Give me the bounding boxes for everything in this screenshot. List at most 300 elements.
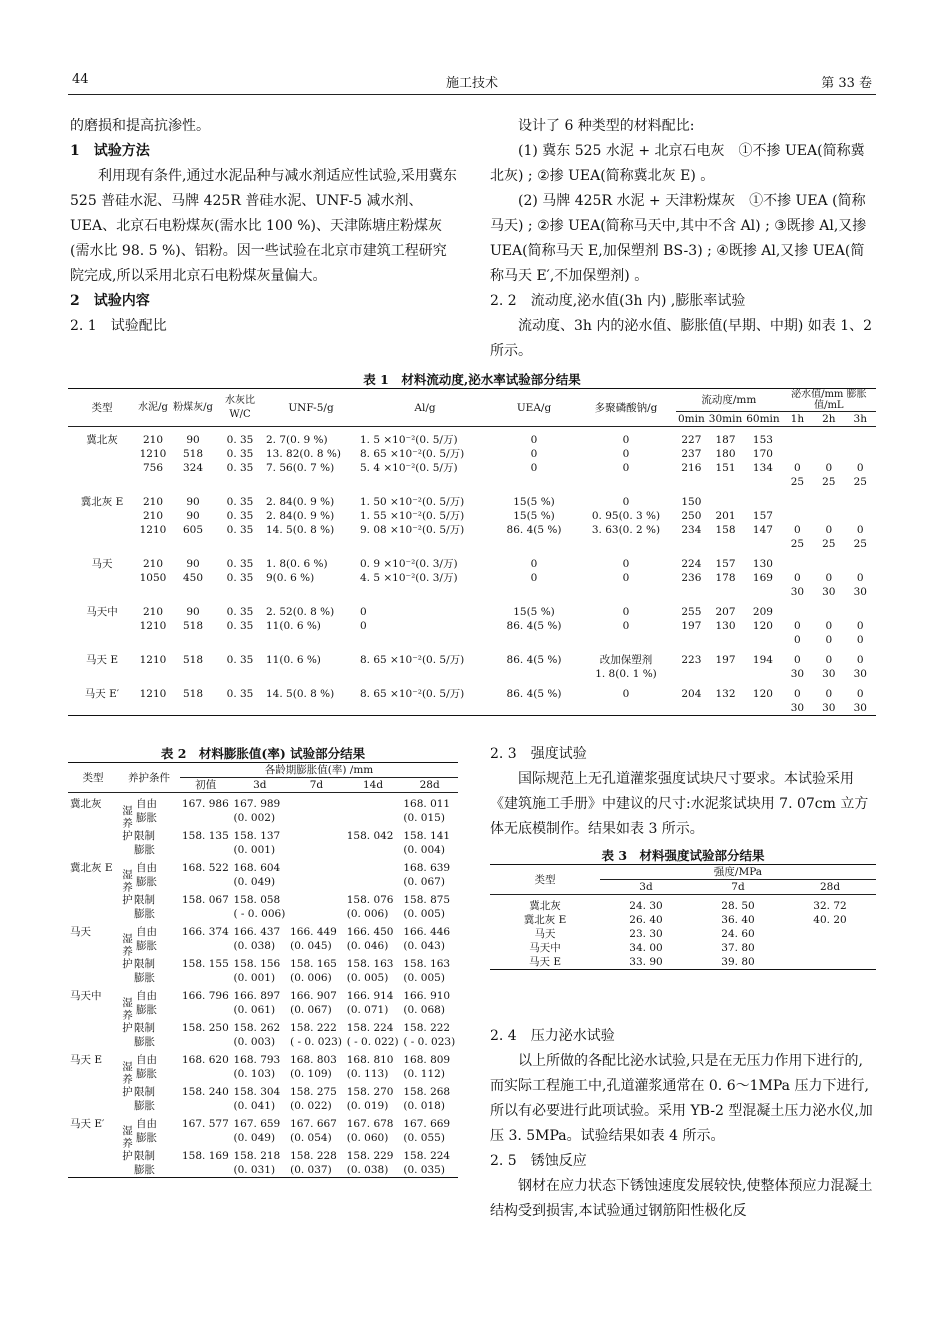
t1-cell-b3: 0 25 [853, 462, 867, 488]
table-row [490, 913, 876, 927]
t1-h-type: 类型 [91, 401, 113, 414]
t2-h-3d: 3d [253, 779, 267, 791]
t1-cell-f60: 169 [752, 572, 773, 584]
paragraph: 流动度、3h 内的泌水值、膨胀值(早期、中期) 如表 1、2 所示。 [490, 318, 873, 359]
t1-cell-uea: 86. 4(5 %) [506, 654, 562, 666]
t1-h-3h: 3h [853, 413, 867, 425]
t3-cell-type: 马天 E [528, 956, 561, 968]
t1-cell-f60: 120 [752, 688, 773, 700]
section-heading: 2 试验内容 [70, 293, 150, 309]
t1-cell-a: 90 [186, 510, 200, 522]
t1-cell-b1 [782, 489, 813, 509]
t2-cell-init: 168. 522 [182, 862, 229, 874]
t1-cell-c: 210 [142, 606, 164, 618]
t1-cell-pp: 0 [622, 606, 630, 618]
t1-cell-unf: 11(0. 6 %) [266, 620, 321, 632]
paragraph: 利用现有条件,通过水泥品种与减水剂适应性试验,采用冀东 525 普硅水泥、马牌 425R 普硅水泥、UNF-5 减水剂、UEA、北京石电粉煤灰(需水比 100 %)、天津陈塘庄粉煤灰(需水比 98. 5 %)、铝粉。因一些试验在北京市建筑工程研究院完成,所以采用北京石电粉煤灰量偏大。 [70, 168, 457, 284]
t2-cell-d3: 158. 218 (0. 031) [233, 1150, 281, 1176]
t3-cell-type: 马天 [534, 928, 556, 940]
t1-cell-b1 [782, 599, 813, 619]
t2-cond-label: 限制 膨胀 [134, 894, 155, 920]
t1-cell-c: 210 [142, 434, 164, 446]
subsection-heading: 2. 4 压力泌水试验 [490, 1028, 615, 1044]
left-column [70, 114, 458, 339]
t2-cell-d28: 158. 224 (0. 035) [403, 1150, 451, 1176]
t1-cell-uea: 86. 4(5 %) [506, 688, 562, 700]
t2-cell-d7 [288, 891, 345, 921]
t1-cell-c: 1210 [139, 448, 167, 460]
t2-h-14d: 14d [363, 779, 384, 791]
t1-cell-wc: 0. 35 [226, 524, 254, 536]
right-lower-top [490, 742, 876, 842]
t1-cell-type [68, 619, 136, 647]
t3-cell-d28 [784, 941, 876, 955]
t2-cell-type: 马天 E′ [70, 1118, 105, 1130]
t2-h-28d: 28d [419, 779, 440, 791]
section-heading: 1 试验方法 [70, 143, 150, 159]
table-row [68, 523, 876, 551]
t1-cell-b3: 0 0 [856, 620, 864, 646]
t3-cell-d3: 33. 90 [629, 956, 663, 968]
t1-cell-uea: 86. 4(5 %) [506, 620, 562, 632]
t1-cell-f60: 153 [752, 434, 773, 446]
t1-cell-a: 90 [186, 434, 200, 446]
t1-cell-type [68, 509, 136, 523]
t1-h-unf: UNF-5/g [288, 401, 334, 414]
t1-cell-f30: 197 [715, 654, 736, 666]
t1-cell-pp: 0 [622, 448, 630, 460]
t1-cell-b3 [845, 427, 876, 448]
paragraph: (2) 马牌 425R 水泥 + 天津粉煤灰 ①不掺 UEA (简称马天) ; ②掺 UEA(简称马天中,其中不含 Al) ; ③既掺 Al,又掺 UEA(简称马天 E,加保塑剂 BS-3) ; ④既掺 Al,又掺 UEA(简称马天 E′,不加保塑剂) 。 [490, 193, 867, 284]
t1-cell-wc: 0. 35 [226, 462, 254, 474]
t1-cell-type: 冀北灰 E [80, 496, 124, 508]
t1-cell-b1 [782, 509, 813, 523]
t2-cell-d14: 166. 450 (0. 046) [346, 926, 394, 952]
t3-cell-d3: 24. 30 [629, 900, 663, 912]
paragraph: 国际规范上无孔道灌浆强度试块尺寸要求。本试验采用《建筑施工手册》中建议的尺寸:水泥浆试块用 7. 07cm 立方体无底模制作。结果如表 3 所示。 [490, 771, 869, 837]
t3-h-type: 类型 [534, 873, 556, 886]
paragraph: 以上所做的各配比泌水试验,只是在无压力作用下进行的,而实际工程施工中,孔道灌浆通常在 0. 6～1MPa 压力下进行,所以有必要进行此项试验。采用 YB-2 型混凝土压力泌水仪,加压 3. 5MPa。试验结果如表 4 所示。 [490, 1053, 873, 1144]
t1-h-t60: 60min [746, 413, 780, 425]
t2-cell-d3: 158. 156 (0. 001) [233, 958, 281, 984]
t1-cell-type: 马天中 [86, 606, 118, 618]
t2-cell-d7: 158. 275 (0. 022) [290, 1086, 337, 1112]
t1-cell-wc: 0. 35 [226, 496, 254, 508]
t1-cell-al: 8. 65 ×10⁻²(0. 5/万) [360, 654, 465, 666]
t1-cell-uea: 86. 4(5 %) [506, 524, 562, 536]
t1-h-cement: 水泥/g [138, 401, 168, 413]
t1-cell-unf: 2. 84(0. 9 %) [266, 496, 335, 508]
t1-cell-pp: 改加保塑剂 1. 8(0. 1 %) [595, 654, 657, 680]
t2-cell-d28: 158. 163 (0. 005) [403, 958, 451, 984]
t1-cell-f60: 157 [752, 510, 773, 522]
t1-h-al: Al/g [414, 401, 436, 414]
t2-cell-d3: 158. 262 (0. 003) [233, 1022, 281, 1048]
table1 [68, 370, 876, 716]
t1-cell-b2: 0 25 [822, 524, 836, 550]
t2-cell-d28: 166. 446 (0. 043) [403, 926, 451, 952]
t1-cell-b1 [782, 427, 813, 448]
t1-cell-b2: 0 30 [822, 688, 836, 714]
t1-cell-pp: 3. 63(0. 2 %) [591, 524, 661, 536]
t2-cell-d7: 167. 667 (0. 054) [290, 1118, 337, 1144]
t1-cell-unf: 11(0. 6 %) [266, 654, 321, 666]
t1-cell-f30 [707, 489, 744, 509]
t2-cell-d14 [345, 857, 402, 891]
t1-cell-f0: 150 [681, 496, 702, 508]
t1-cell-b2: 0 30 [822, 654, 836, 680]
t1-cell-unf: 2. 84(0. 9 %) [266, 510, 335, 522]
table2 [68, 744, 458, 1178]
t1-cell-unf: 14. 5(0. 8 %) [266, 688, 335, 700]
t1-cell-wc: 0. 35 [226, 448, 254, 460]
t1-h-t30: 30min [708, 413, 743, 425]
t1-cell-c: 1210 [139, 654, 167, 666]
t2-cell-type: 马天中 [70, 990, 102, 1002]
t1-cell-f0: 223 [681, 654, 702, 666]
t2-cell-d7 [288, 793, 345, 828]
t1-cell-b3 [845, 551, 876, 571]
t2-cell-d14: 158. 163 (0. 005) [346, 958, 394, 984]
t1-cell-b2: 0 25 [822, 462, 836, 488]
table-row [68, 857, 458, 891]
t2-cond-label: 限制 膨胀 [134, 1086, 155, 1112]
t2-h-init: 初值 [195, 779, 217, 791]
t1-cell-uea: 0 [530, 448, 538, 460]
table1-caption: 表 1 材料流动度,泌水率试验部分结果 [363, 372, 581, 387]
t1-cell-type: 马天 [91, 558, 113, 570]
table-row [68, 461, 876, 489]
right-lower-bottom [490, 1024, 876, 1224]
t1-cell-b2: 0 30 [822, 572, 836, 598]
t1-cell-b2 [813, 509, 844, 523]
t3-cell-d28 [784, 955, 876, 970]
t2-cell-d3: 167. 989 (0. 002) [233, 798, 281, 824]
t1-cell-pp: 0 [622, 688, 630, 700]
subsection-heading: 2. 3 强度试验 [490, 746, 587, 762]
t1-cell-f60: 209 [752, 606, 773, 618]
t1-cell-type [68, 461, 136, 489]
t3-cell-d7: 37. 80 [721, 942, 755, 954]
t2-cell-d28: 166. 910 (0. 068) [403, 990, 451, 1016]
t1-cell-a: 518 [182, 620, 204, 632]
t2-cell-d14: 158. 270 (0. 019) [346, 1086, 394, 1112]
t1-cell-b2: 0 0 [825, 620, 833, 646]
t1-cell-f30: 180 [715, 448, 736, 460]
table-row [68, 599, 876, 619]
t1-cell-wc: 0. 35 [226, 558, 254, 570]
table-row [68, 647, 876, 681]
t2-cond-label: 限制 膨胀 [134, 1150, 155, 1176]
t1-cell-b2 [813, 551, 844, 571]
t1-cell-f30: 178 [715, 572, 736, 584]
t2-h-type: 类型 [82, 771, 104, 784]
t2-cell-d14: 168. 810 (0. 113) [346, 1054, 394, 1080]
t1-cell-al: 1. 55 ×10⁻²(0. 5/万) [360, 510, 465, 522]
t2-cell-d7: 166. 907 (0. 067) [290, 990, 337, 1016]
t3-cell-d7: 24. 60 [721, 928, 755, 940]
t2-cell-d28: 158. 875 (0. 005) [403, 894, 451, 920]
t1-cell-f60: 194 [752, 654, 773, 666]
t2-cell-d7: 158. 228 (0. 037) [290, 1150, 337, 1176]
t1-cell-wc: 0. 35 [226, 510, 254, 522]
t2-cell-d3: 166. 897 (0. 061) [233, 990, 281, 1016]
t2-cell-d28: 167. 669 (0. 055) [403, 1118, 451, 1144]
t1-cell-uea: 0 [530, 434, 538, 446]
t1-cell-c: 210 [142, 496, 164, 508]
t1-cell-b3: 0 30 [853, 654, 867, 680]
t2-h-group: 各龄期膨胀值(率) /mm [180, 763, 458, 778]
t2-cell-d3: 158. 304 (0. 041) [233, 1086, 281, 1112]
t1-cell-al: 0 [360, 620, 367, 632]
t1-cell-f30: 158 [715, 524, 736, 536]
t1-cell-b1: 0 25 [790, 524, 805, 550]
t1-cell-f60: 120 [752, 620, 773, 632]
t1-h-2h: 2h [822, 413, 836, 425]
t1-cell-pp: 0. 95(0. 3 %) [591, 510, 661, 522]
t1-cell-type: 冀北灰 [86, 434, 118, 446]
t1-cell-a: 90 [186, 496, 200, 508]
t1-cell-b3: 0 30 [853, 572, 867, 598]
t1-h-t0: 0min [678, 413, 705, 425]
t3-h-strength: 强度/MPa [600, 865, 876, 880]
t1-cell-f0: 227 [681, 434, 702, 446]
t1-cell-pp: 0 [622, 620, 630, 632]
subsection-heading: 2. 5 锈蚀反应 [490, 1153, 587, 1169]
t1-cell-c: 1210 [139, 620, 167, 632]
t2-cell-d28: 158. 268 (0. 018) [403, 1086, 451, 1112]
t1-cell-a: 605 [182, 524, 204, 536]
table2-caption: 表 2 材料膨胀值(率) 试验部分结果 [160, 746, 366, 761]
table-row [490, 941, 876, 955]
t2-cell-init: 166. 374 [182, 926, 229, 938]
t1-cell-b3 [845, 599, 876, 619]
t3-cell-d7: 36. 40 [721, 914, 755, 926]
t1-cell-b3 [845, 489, 876, 509]
t1-cell-f30: 151 [715, 462, 736, 474]
t1-h-ash: 粉煤灰/g [173, 401, 213, 413]
t1-cell-wc: 0. 35 [226, 654, 254, 666]
t3-cell-d28 [784, 927, 876, 941]
t1-cell-pp: 0 [622, 496, 630, 508]
t1-cell-f0: 237 [681, 448, 702, 460]
t1-cell-al: 9. 08 ×10⁻²(0. 5/万) [360, 524, 465, 536]
table-row [68, 985, 458, 1019]
table1-grid [68, 388, 876, 716]
t1-cell-b1: 0 30 [790, 688, 805, 714]
t2-cell-type: 马天 [70, 926, 91, 938]
table-row [68, 571, 876, 599]
t1-cell-b1: 0 30 [790, 654, 805, 680]
t1-cell-f0: 236 [681, 572, 702, 584]
table-row [68, 681, 876, 716]
t1-cell-uea: 15(5 %) [513, 606, 555, 618]
t1-cell-type: 马天 E [85, 654, 118, 666]
t1-cell-uea: 15(5 %) [513, 496, 555, 508]
t2-cell-d14: 158. 224 ( - 0. 022) [346, 1022, 399, 1048]
t1-cell-b1: 0 30 [790, 572, 805, 598]
t1-cell-type [68, 523, 136, 551]
t2-cell-init: 158. 169 [182, 1150, 229, 1162]
paragraph: (1) 冀东 525 水泥 + 北京石电灰 ①不掺 UEA(简称冀北灰) ; ②掺 UEA(简称冀北灰 E) 。 [490, 143, 865, 184]
subsection-heading: 2. 2 流动度,泌水值(3h 内) ,膨胀率试验 [490, 293, 746, 309]
t1-cell-pp: 0 [622, 572, 630, 584]
t3-cell-d28: 40. 20 [813, 914, 847, 926]
t1-cell-f60: 170 [752, 448, 773, 460]
t1-cell-b2 [813, 447, 844, 461]
t2-cond-label: 自由 膨胀 [136, 1118, 157, 1144]
t1-cell-al: 5. 4 ×10⁻²(0. 5/万) [360, 462, 458, 474]
t2-cond-label: 限制 膨胀 [134, 1022, 155, 1048]
t1-cell-uea: 0 [530, 462, 538, 474]
t1-h-bleed: 泌水值/mm 膨胀值/mL [782, 389, 876, 412]
t2-cure-vertical: 湿养护 [121, 869, 133, 907]
t1-cell-unf: 9(0. 6 %) [266, 572, 315, 584]
t2-cell-d28: 168. 011 (0. 015) [403, 798, 451, 824]
t2-cell-type: 马天 E [70, 1054, 103, 1066]
t1-cell-f0: 224 [681, 558, 702, 570]
t1-cell-f60: 147 [752, 524, 773, 536]
t2-cell-d7: 158. 222 ( - 0. 023) [290, 1022, 342, 1048]
t2-cell-d14 [345, 793, 402, 828]
t1-cell-unf: 2. 7(0. 9 %) [266, 434, 328, 446]
t1-cell-al: 1. 50 ×10⁻²(0. 5/万) [360, 496, 465, 508]
t2-cell-init: 168. 620 [182, 1054, 229, 1066]
t2-cell-d7: 158. 165 (0. 006) [290, 958, 337, 984]
t1-cell-b2 [813, 489, 844, 509]
t3-cell-d28: 32. 72 [813, 900, 847, 912]
t2-cell-type: 冀北灰 [70, 798, 102, 810]
t1-cell-pp: 0 [622, 434, 630, 446]
t1-cell-f0: 204 [681, 688, 702, 700]
t1-h-1h: 1h [790, 413, 805, 425]
t1-cell-c: 1050 [139, 572, 167, 584]
t2-cure-vertical: 湿养护 [121, 1061, 133, 1099]
t2-cell-d14: 167. 678 (0. 060) [346, 1118, 394, 1144]
table-row [490, 895, 876, 914]
t1-cell-uea: 0 [530, 558, 538, 570]
t1-cell-a: 90 [186, 606, 200, 618]
t2-cell-d14: 166. 914 (0. 071) [346, 990, 394, 1016]
t1-cell-unf: 13. 82(0. 8 %) [266, 448, 341, 460]
t2-cell-init: 167. 986 [182, 798, 229, 810]
t2-cell-init: 167. 577 [182, 1118, 229, 1130]
t1-cell-al: 8. 65 ×10⁻²(0. 5/万) [360, 688, 465, 700]
table-row [68, 551, 876, 571]
table-row [490, 927, 876, 941]
t3-cell-type: 冀北灰 [529, 900, 561, 912]
t2-cond-label: 限制 膨胀 [134, 830, 155, 856]
t1-cell-b2 [813, 599, 844, 619]
t2-cell-d7 [288, 857, 345, 891]
t1-cell-f0: 216 [681, 462, 702, 474]
t1-cell-f30: 132 [715, 688, 736, 700]
t1-cell-f30: 201 [715, 510, 736, 522]
table-row [68, 489, 876, 509]
paragraph: 钢材在应力状态下锈蚀速度发展较快,使整体预应力混凝土结构受到损害,本试验通过钢筋阳性极化反 [490, 1178, 873, 1219]
t1-cell-uea: 0 [530, 572, 538, 584]
t2-cell-d3: 166. 437 (0. 038) [233, 926, 281, 952]
t2-cell-d3: 168. 793 (0. 103) [233, 1054, 281, 1080]
table-row [68, 793, 458, 828]
t2-cell-d28: 168. 639 (0. 067) [403, 862, 451, 888]
t2-cell-type: 冀北灰 E [70, 862, 113, 874]
t2-cure-vertical: 湿养护 [121, 933, 133, 971]
t1-cell-f60: 134 [752, 462, 773, 474]
table3-caption: 表 3 材料强度试验部分结果 [601, 848, 765, 863]
t2-cell-d3: 158. 137 (0. 001) [233, 830, 281, 856]
t1-cell-a: 324 [182, 462, 204, 474]
t1-cell-f30: 157 [715, 558, 736, 570]
t2-cell-d7: 168. 803 (0. 109) [290, 1054, 337, 1080]
t2-cure-vertical: 湿养护 [121, 1125, 133, 1163]
t1-cell-a: 450 [182, 572, 204, 584]
t2-cond-label: 自由 膨胀 [136, 990, 157, 1016]
page-header [68, 72, 876, 95]
table-row [68, 619, 876, 647]
t1-cell-pp: 0 [622, 462, 630, 474]
t1-cell-f0: 197 [681, 620, 702, 632]
t1-cell-unf: 14. 5(0. 8 %) [266, 524, 335, 536]
page-number: 44 [72, 72, 89, 87]
table3-grid [490, 864, 876, 970]
t1-h-pp: 多聚磷酸钠/g [594, 401, 658, 414]
t1-cell-al: 8. 65 ×10⁻²(0. 5/万) [360, 448, 465, 460]
t1-cell-b3: 0 25 [853, 524, 867, 550]
table-row [68, 447, 876, 461]
t1-cell-f60: 130 [752, 558, 773, 570]
t1-cell-wc: 0. 35 [226, 688, 254, 700]
t2-cond-label: 自由 膨胀 [136, 862, 157, 888]
t1-cell-wc: 0. 35 [226, 606, 254, 618]
t1-h-uea: UEA/g [516, 401, 552, 414]
paragraph: 设计了 6 种类型的材料配比: [518, 118, 695, 134]
t2-cell-init: 158. 250 [182, 1022, 229, 1034]
t1-cell-type [68, 571, 136, 599]
t2-cell-d28: 158. 222 ( - 0. 023) [403, 1022, 456, 1048]
table-row [490, 955, 876, 970]
t3-cell-type: 冀北灰 E [523, 914, 567, 926]
t1-cell-c: 1210 [139, 688, 167, 700]
t3-cell-d3: 23. 30 [629, 928, 663, 940]
table-row [68, 921, 458, 955]
paragraph: 的磨损和提高抗渗性。 [70, 118, 210, 134]
t1-cell-b3: 0 30 [853, 688, 867, 714]
t2-cell-d14: 158. 229 (0. 038) [346, 1150, 394, 1176]
t1-cell-uea: 15(5 %) [513, 510, 555, 522]
t1-cell-f60 [744, 489, 781, 509]
t1-cell-b3 [845, 447, 876, 461]
t2-cell-d3: 168. 604 (0. 049) [233, 862, 281, 888]
t2-cell-init: 166. 796 [182, 990, 229, 1002]
t1-cell-c: 1210 [139, 524, 167, 536]
t1-cell-a: 518 [182, 688, 204, 700]
t3-cell-d7: 39. 80 [721, 956, 755, 968]
t2-cond-label: 限制 膨胀 [134, 958, 155, 984]
t2-h-7d: 7d [309, 779, 324, 791]
t2-cell-d14: 158. 076 (0. 006) [346, 894, 394, 920]
t2-cond-label: 自由 膨胀 [136, 798, 157, 824]
t1-cell-b2 [813, 427, 844, 448]
t1-cell-al: 4. 5 ×10⁻²(0. 3/万) [360, 572, 458, 584]
t1-h-flow: 流动度/mm [676, 389, 782, 412]
t1-cell-a: 518 [182, 654, 204, 666]
t1-cell-al: 0. 9 ×10⁻²(0. 3/万) [360, 558, 458, 570]
t1-cell-c: 210 [142, 558, 164, 570]
t1-cell-c: 210 [142, 510, 164, 522]
t2-cell-init: 158. 135 [182, 830, 229, 842]
t1-cell-c: 756 [142, 462, 164, 474]
